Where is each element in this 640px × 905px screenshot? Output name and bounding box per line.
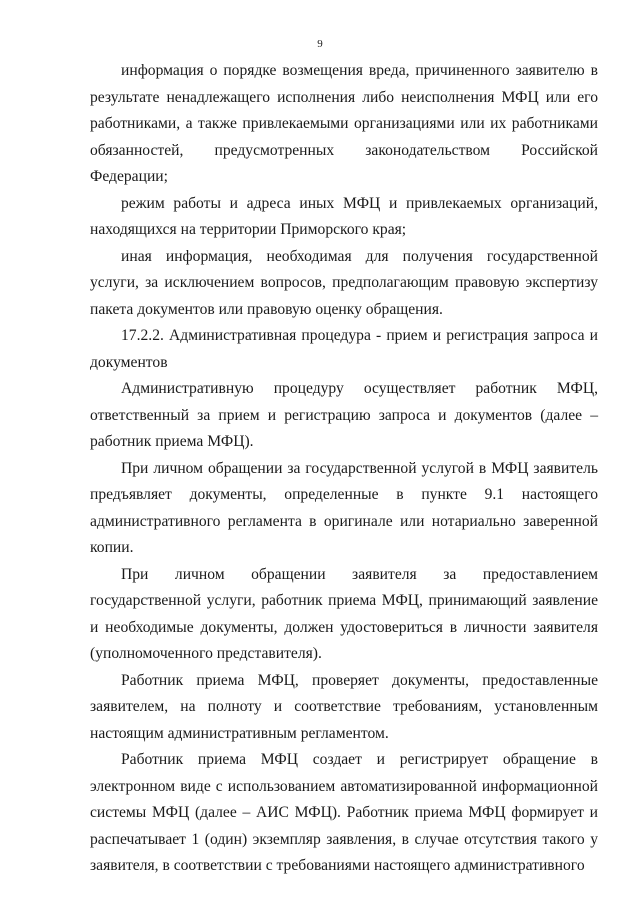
- paragraph-identity-verification: При личном обращении заявителя за предоставлением государственной услуги, работник приема МФЦ, принимающий заявление и необходимые документы, должен удостовериться в личности заявителя (уполномоченного представителя).: [90, 565, 598, 662]
- page-number: 9: [317, 38, 323, 50]
- document-body: [90, 58, 598, 880]
- paragraph-personal-appeal-documents: При личном обращении за государственной услугой в МФЦ заявитель предъявляет документы, определенные в пункте 9.1 настоящего административного регламента в оригинале или нотариально заверенной копии.: [90, 459, 598, 556]
- paragraph-harm-compensation: информация о порядке возмещения вреда, причиненного заявителю в результате ненадлежащего исполнения либо неисполнения МФЦ или его работниками, а также привлекаемыми организациями или их работниками обязанностей, предусмотренных законодательством Российской Федерации;: [90, 62, 598, 185]
- paragraph-document-check: Работник приема МФЦ, проверяет документы, предоставленные заявителем, на полноту и соответствие требованиям, установленным настоящим административным регламентом.: [90, 671, 598, 742]
- paragraph-work-schedule: режим работы и адреса иных МФЦ и привлекаемых организаций, находящихся на территории Приморского края;: [90, 194, 598, 238]
- paragraph-procedure-performer: Административную процедуру осуществляет работник МФЦ, ответственный за прием и регистрацию запроса и документов (далее – работник приема МФЦ).: [90, 380, 598, 450]
- paragraph-registration: Работник приема МФЦ создает и регистрирует обращение в электронном виде с использованием автоматизированной информационной системы МФЦ (далее – АИС МФЦ). Работник приема МФЦ формирует и распечатывает 1 (один) экземпляр заявления, в случае отсутствия такого у заявителя, в соответствии с требованиями настоящего административного: [90, 751, 598, 874]
- paragraph-section-17-2-2: 17.2.2. Административная процедура - прием и регистрация запроса и документов: [90, 327, 598, 371]
- paragraph-other-information: иная информация, необходимая для получения государственной услуги, за исключением вопросов, предполагающим правовую экспертизу пакета документов или правовую оценку обращения.: [90, 247, 598, 318]
